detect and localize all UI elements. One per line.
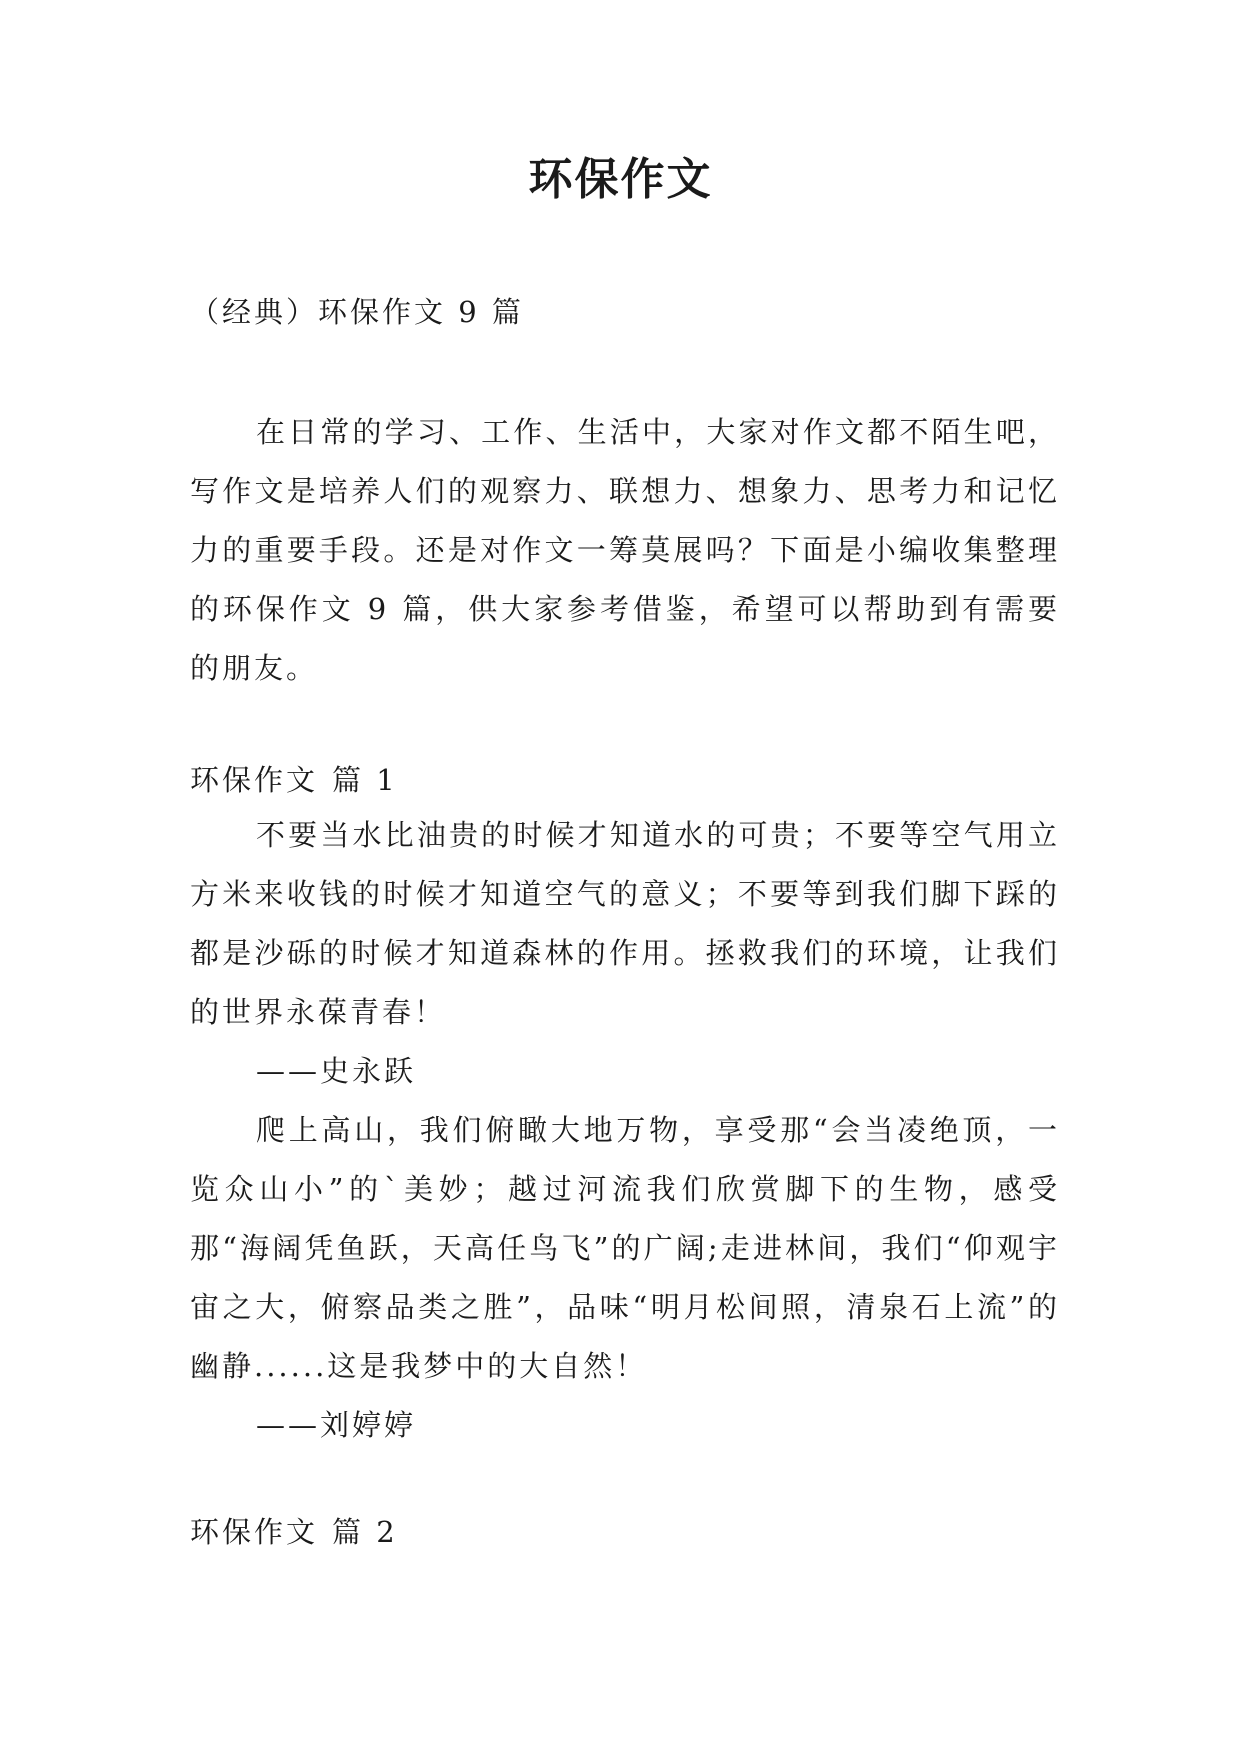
section-1-body (190, 806, 1060, 1455)
section-heading-label: 环保作文 (190, 1515, 319, 1549)
section-heading-label: 环保作文 (190, 763, 319, 797)
section-1-signature-1: ——史永跃 (256, 1054, 417, 1088)
section-heading-2 (190, 1512, 398, 1552)
section-number: 篇 2 (332, 1515, 398, 1549)
document-title: 环保作文 (528, 154, 713, 205)
section-1-signature-2: ——刘婷婷 (256, 1408, 417, 1442)
section-number: 篇 1 (332, 763, 398, 797)
document-subtitle: （经典）环保作文 9 篇 (190, 295, 524, 329)
section-heading-1 (190, 760, 398, 800)
section-1-paragraph-2: 爬上高山，我们俯瞰大地万物，享受那“会当凌绝顶，一览众山小”的`美妙；越过河流我们欣赏脚下的生物，感受那“海阔凭鱼跃，天高任鸟飞”的广阔;走进林间，我们“仰观宇宙之大，俯察品类之胜”，品味“明月松间照，清泉石上流”的幽静......这是我梦中的大自然！ (190, 1113, 1060, 1383)
section-1-paragraph-1: 不要当水比油贵的时候才知道水的可贵；不要等空气用立方米来收钱的时候才知道空气的意义；不要等到我们脚下踩的都是沙砾的时候才知道森林的作用。拯救我们的环境，让我们的世界永葆青春！ (190, 818, 1060, 1029)
intro-paragraph: 在日常的学习、工作、生活中，大家对作文都不陌生吧，写作文是培养人们的观察力、联想力、想象力、思考力和记忆力的重要手段。还是对作文一筹莫展吗？下面是小编收集整理的环保作文 9 篇，供大家参考借鉴，希望可以帮助到有需要的朋友。 (190, 415, 1060, 685)
